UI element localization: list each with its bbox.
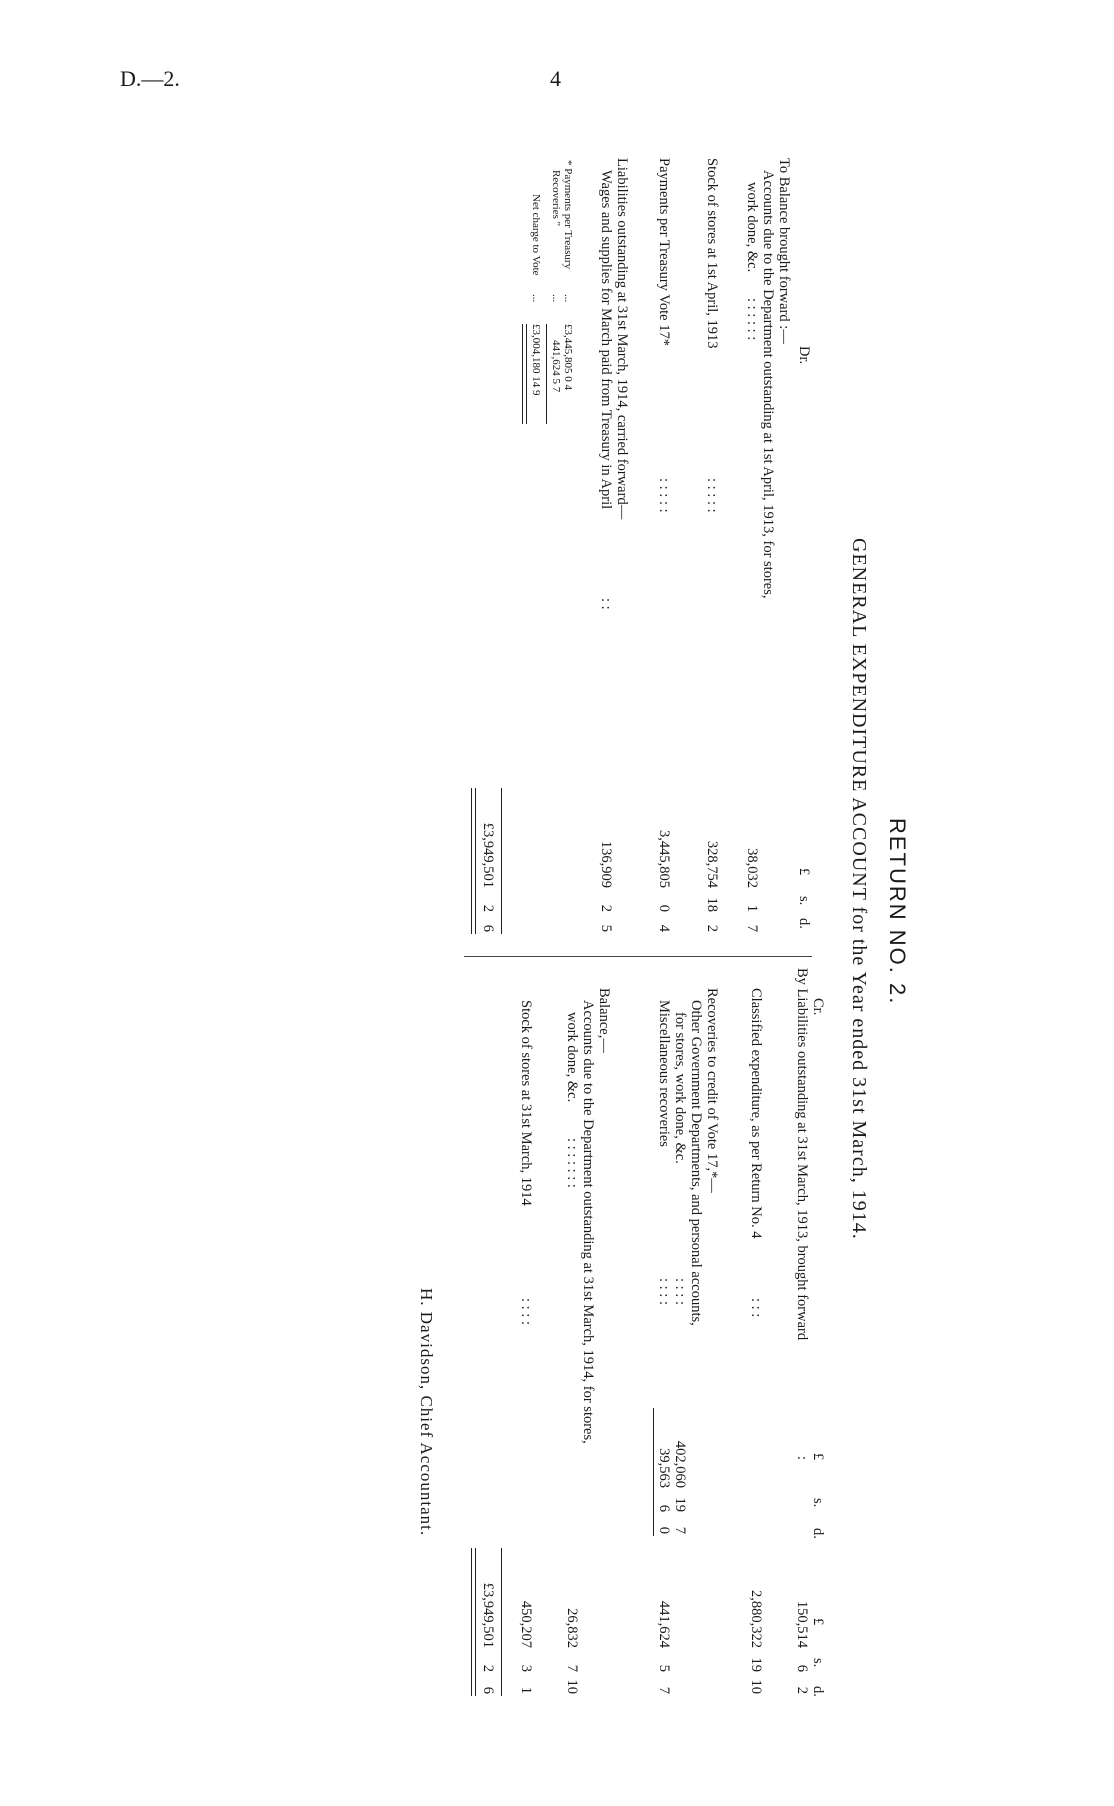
leader-dots: : : : : : xyxy=(656,478,672,513)
return-title: RETURN NO. 2. xyxy=(885,818,910,1006)
credit-total-rule xyxy=(501,1548,502,1696)
leader-dots: : : : : : : : xyxy=(564,1138,580,1188)
debit-total-rule xyxy=(501,788,502,934)
leader-dots: : : : : xyxy=(672,1278,688,1305)
page-number: 4 xyxy=(550,66,561,91)
leader-dots: : : : xyxy=(748,1298,764,1318)
credit-inner-pounds-header: £ xyxy=(810,1453,826,1461)
debit-total-double-rule xyxy=(471,788,476,934)
debit-pounds-header: £ xyxy=(796,868,812,876)
credit-heading: Cr. xyxy=(810,998,826,1016)
leader-dots: : : : : xyxy=(656,1278,672,1305)
leader-dots: : : : : : xyxy=(704,478,720,513)
debit-heading: Dr. xyxy=(796,346,812,365)
column-separator xyxy=(464,956,812,957)
credit-inner-pence-header: d. xyxy=(810,1528,826,1539)
signature: H. Davidson, Chief Accountant. xyxy=(417,1288,436,1537)
rotated-return-page: RETURN NO. 2. GENERAL EXPENDITURE ACCOUNT for the Year ended 31st March, 1914. Dr. £ s. d. To Balance brought forward :— Accounts due to the Department outstanding at 1st April, 1913, for stores, work done, &c. : : : : : : 38,032 1 7 Stock of stores at 1st April, 1913 : : : : : 328,754 18 2 Payments per Treasury Vote 17* : : : : : 3,445,805 0 4 Liabilities outstanding at 31st March, 1914, carried forward— Wages and supplies for March paid from Treasury in April : : 136,909 2 5 £3,949,501 2 6 * Payments per Treasury ... £3,445,805 0 4 Recoveries " ... 441,624 5 7 Net charge to Vote ... £3,004,180 14 9 Cr. £ s. d. £ s. d. By Liabilities outstanding at 31st March, 1913, brought forward : 150,514 6 2 Classified expenditure, as per Return No. 4 : : : 2,880,322 19 10 Recoveries to credit of Vote 17,*— Other Government Departments, and personal accounts, for stores, work done, &c. : : : : 402,060 19 7 Miscellaneous recoveries : : : : 39,563 6 0 441,624 5 7 Balance,— Accounts due to the Department outstanding at 31st March, 1914, for stores, work done, &c. : : : : : : : 26,832 7 10 Stock of stores at 31st March, 1914 : : : : 450,207 3 1 £3,949,501 2 6 H. Davidson, Chief Accountant. xyxy=(417,158,910,1697)
debit-pence-header: d. xyxy=(796,918,812,929)
leader-dots: : xyxy=(794,1456,810,1461)
account-title: GENERAL EXPENDITURE ACCOUNT for the Year ended 31st March, 1914. xyxy=(848,538,870,1240)
credit-pence-header: d. xyxy=(810,1686,826,1697)
credit-shillings-header: s. xyxy=(810,1658,826,1668)
credit-inner-shillings-header: s. xyxy=(810,1498,826,1508)
leader-dots: : : : : xyxy=(518,1298,534,1325)
document-code: D.—2. xyxy=(120,66,180,91)
debit-shillings-header: s. xyxy=(796,896,812,906)
leader-dots: : : : : : : xyxy=(744,298,760,341)
credit-pounds-header: £ xyxy=(810,1618,826,1626)
leader-dots: : : xyxy=(598,598,614,610)
credit-total-double-rule xyxy=(471,1548,476,1696)
